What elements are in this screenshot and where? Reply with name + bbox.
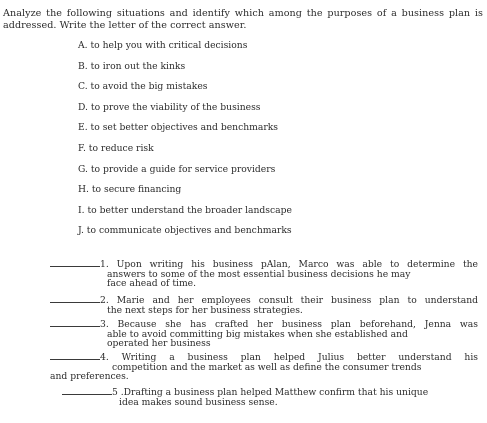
choice-e: E. to set better objectives and benchmarks <box>78 122 279 134</box>
situation-1-line-1: 1. Upon writing his business pAlan, Marco was able to determine the <box>100 259 478 270</box>
choice-h: H. to secure financing <box>78 184 182 196</box>
situation-5-line-1: 5 .Drafting a business plan helped Matthew confirm that his unique <box>112 387 429 398</box>
situation-item-1 <box>50 258 478 289</box>
choice-c: C. to avoid the big mistakes <box>78 81 208 93</box>
situation-item-3 <box>50 318 478 349</box>
situation-4-line-3: and preferences. <box>50 371 129 383</box>
choice-i: I. to better understand the broader landscape <box>78 204 292 216</box>
choice-b: B. to iron out the kinks <box>78 60 186 72</box>
answer-blank-4[interactable] <box>50 351 100 360</box>
choice-a: A. to help you with critical decisions <box>78 40 248 51</box>
choice-g: G. to provide a guide for service providers <box>78 163 276 175</box>
situation-3-line-3: operated her business <box>107 338 211 350</box>
situation-5-line-2: idea makes sound business sense. <box>119 396 278 408</box>
situation-item-4 <box>50 351 478 382</box>
situation-1-line-3: face ahead of time. <box>107 278 197 290</box>
instructions-text: Analyze the following situations and identify which among the purposes of a business plan is addressed. Write the letter of the correct answer. <box>3 8 483 31</box>
situation-1-line-2: answers to some of the most essential business decisions he may <box>107 268 411 280</box>
answer-blank-5[interactable] <box>62 386 112 395</box>
situation-item-5 <box>62 386 478 407</box>
situation-3-line-2: able to avoid committing big mistakes when she established and <box>107 328 408 340</box>
choices-list <box>78 40 292 246</box>
situation-4-line-1: 4. Writing a business plan helped Julius better understand his <box>100 352 478 363</box>
answer-blank-3[interactable] <box>50 318 100 327</box>
choice-d: D. to prove the viability of the business <box>78 101 261 113</box>
situation-2-line-1: 2. Marie and her employees consult their business plan to understand <box>100 295 478 306</box>
answer-blank-1[interactable] <box>50 258 100 267</box>
situation-4-line-2: competition and the market as well as define the consumer trends <box>112 361 422 373</box>
situation-item-2 <box>50 294 478 315</box>
answer-blank-2[interactable] <box>50 294 100 303</box>
situation-2-line-2: the next steps for her business strategies. <box>107 304 303 316</box>
situation-3-line-1: 3. Because she has crafted her business plan beforehand, Jenna was <box>100 319 478 330</box>
choice-f: F. to reduce risk <box>78 142 154 154</box>
choice-j: J. to communicate objectives and benchmarks <box>78 225 292 237</box>
